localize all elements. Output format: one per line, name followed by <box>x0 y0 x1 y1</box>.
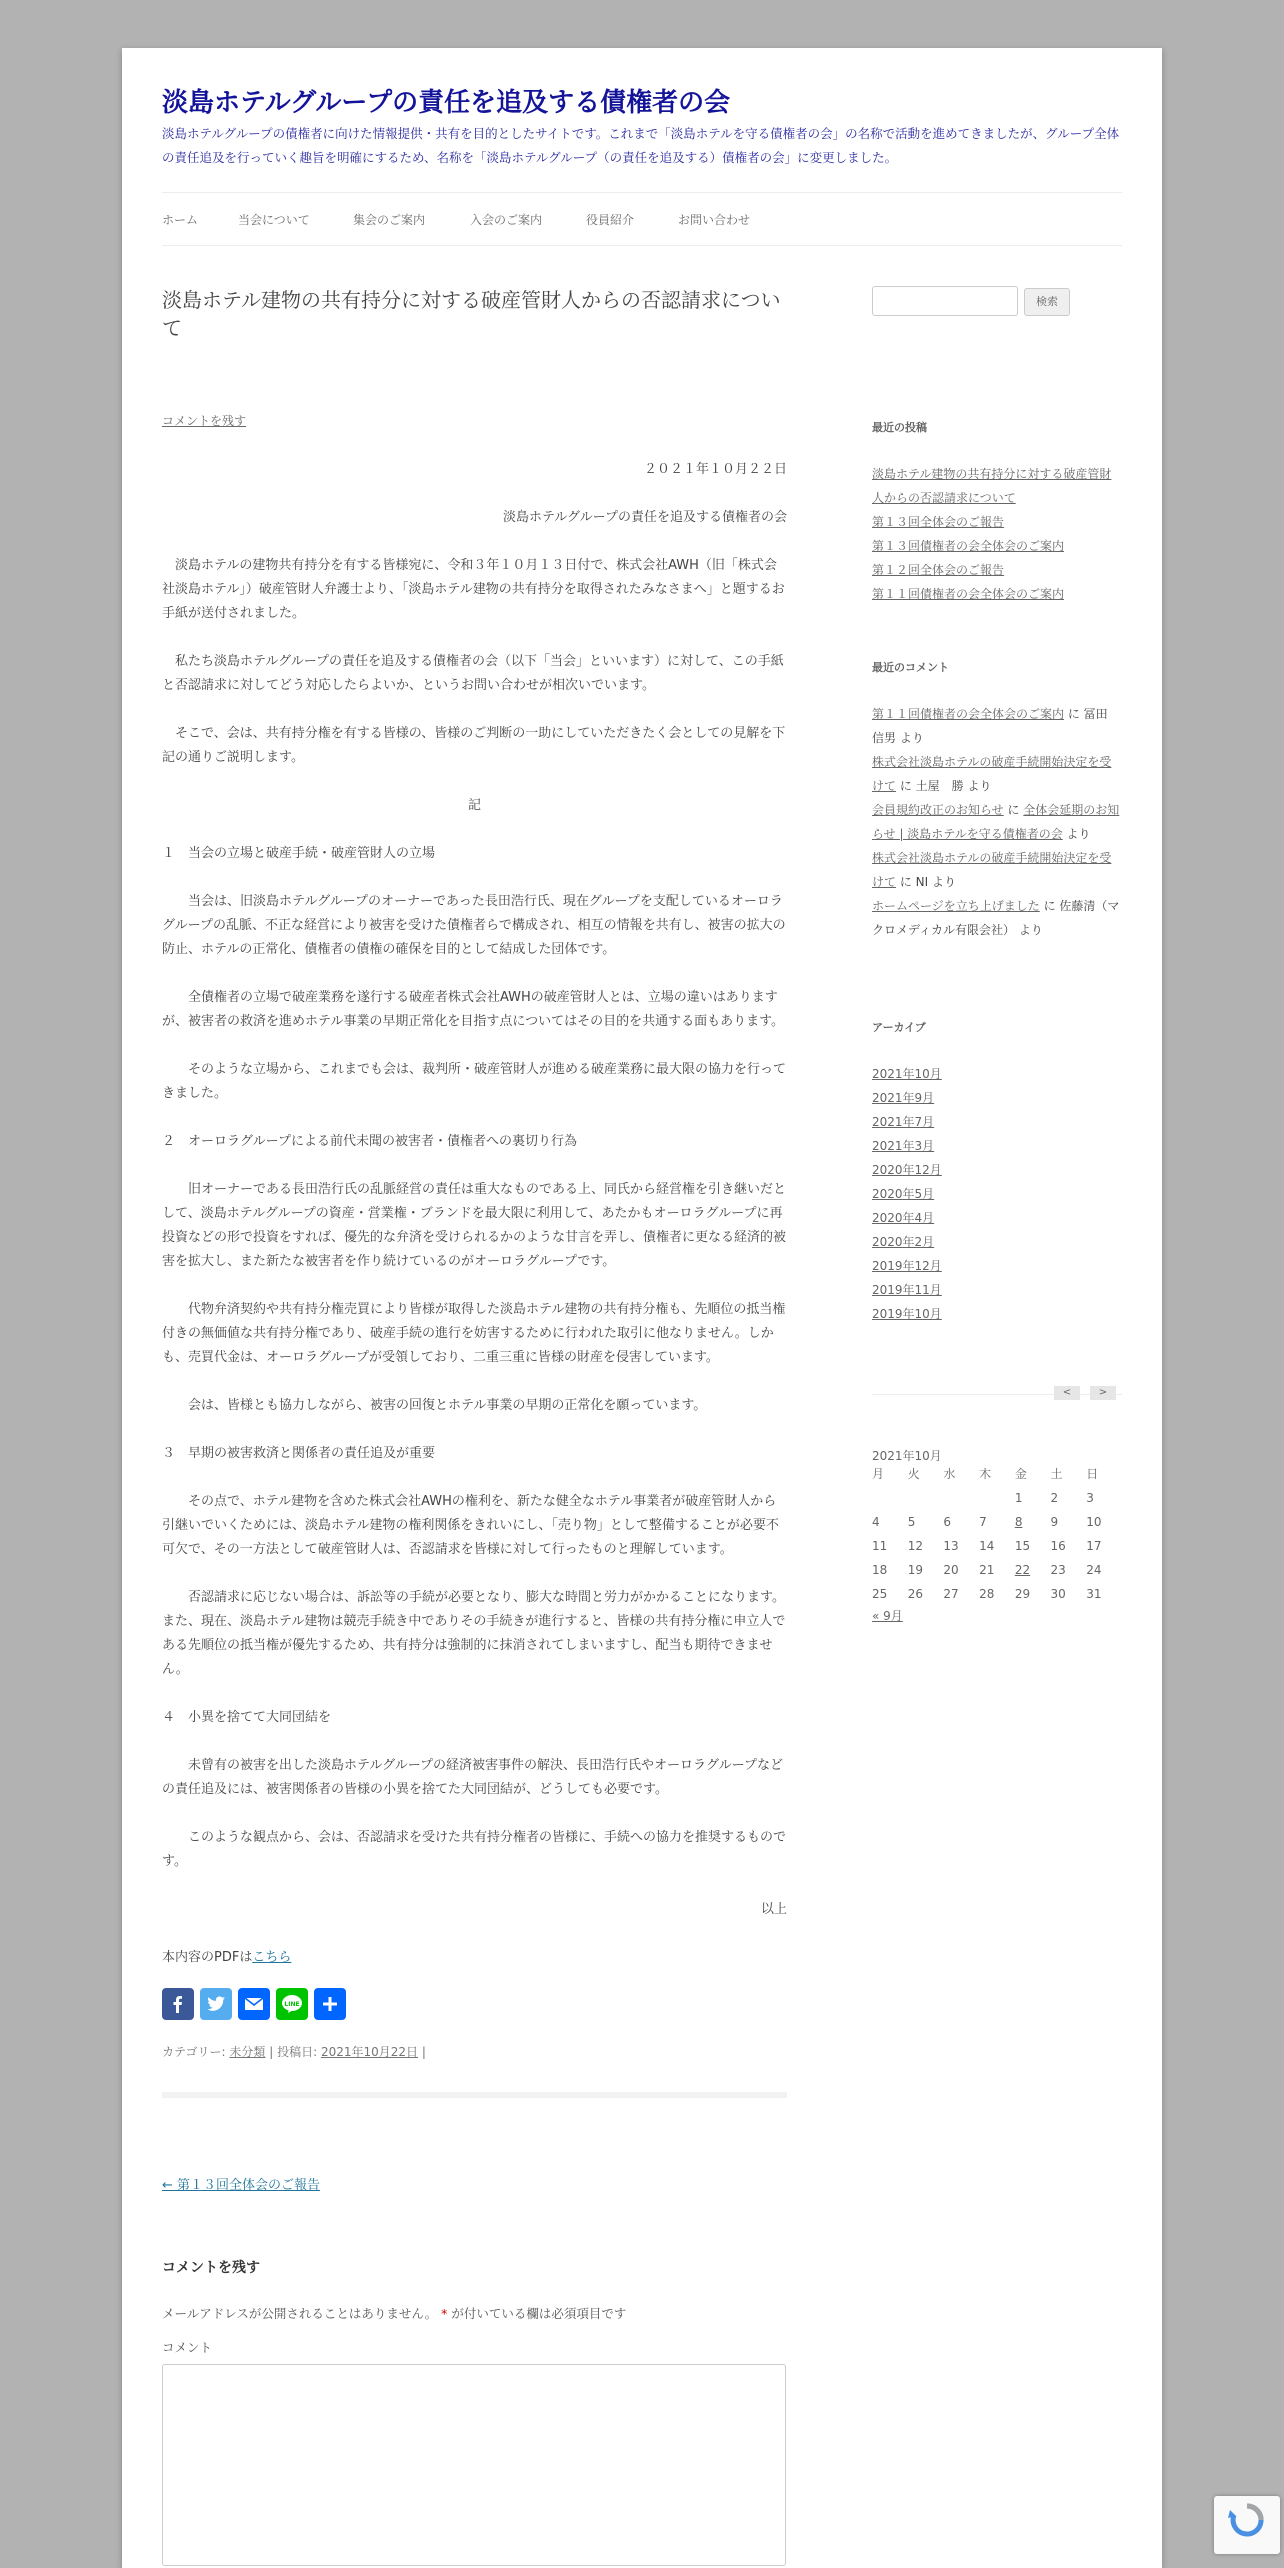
recent-comment-suffix: より <box>1062 827 1091 841</box>
nav-item-join[interactable]: 入会のご案内 <box>470 213 543 227</box>
calendar-day-link[interactable] <box>1015 1558 1051 1582</box>
share-buttons <box>162 1988 787 2020</box>
calendar-day: 27 <box>943 1587 959 1601</box>
calendar-day: 7 <box>979 1515 987 1529</box>
svg-text:LINE: LINE <box>284 2001 300 2008</box>
paragraph: そこで、会は、共有持分権を有する皆様の、皆様のご判断の一助にしていただきたく会としての見解を下記の通りご説明します。 <box>162 726 786 765</box>
paragraph: 未曾有の被害を出した淡島ホテルグループの経済被害事件の解決、長田浩行氏やオーロラグループなどの責任追及には、被害関係者の皆様の小異を捨てた大同団結が、どうしても必要です。 <box>162 1758 784 1797</box>
calendar-caption: 2021年10月 <box>872 1449 942 1463</box>
post-date-link[interactable]: 2021年10月22日 <box>320 2045 419 2059</box>
calendar-day: 23 <box>1050 1563 1066 1577</box>
line-icon[interactable] <box>276 1988 308 2020</box>
paragraph: その点で、ホテル建物を含めた株式会社AWHの権利を、新たな健全なホテル事業者が破産管財人から引継いでいくためには、淡島ホテル建物の権利関係をきれいにし、「売り物」として整備することが必要不可欠で、その一方法として破産管財人は、否認請求を皆様に対して行ったものと理解しています。 <box>162 1494 779 1557</box>
recent-comment-connector: に <box>1003 803 1024 817</box>
recent-comment-item <box>872 702 1122 750</box>
paragraph: 会は、皆様とも協力しながら、被害の回復とホテル事業の早期の正常化を願っています。 <box>188 1398 707 1413</box>
recent-comment-post-link[interactable]: 株式会社淡島ホテルの破産手続開始決定を受けて <box>872 755 1112 793</box>
calendar-day: 31 <box>1086 1587 1102 1601</box>
calendar-day: 24 <box>1086 1563 1102 1577</box>
pdf-link[interactable]: こちら <box>252 1950 292 1965</box>
calendar-day: 29 <box>1014 1587 1031 1601</box>
calendar-day <box>872 1486 908 1510</box>
calendar-day: 17 <box>1086 1539 1102 1553</box>
calendar-day <box>908 1486 944 1510</box>
recent-post-link[interactable]: 第１１回債権者の会全体会のご案内 <box>872 587 1065 601</box>
post-title: 淡島ホテル建物の共有持分に対する破産管財人からの否認請求について <box>162 288 781 340</box>
calendar-day-link[interactable] <box>1015 1510 1051 1534</box>
calendar-prev-month <box>872 1604 1122 1628</box>
calendar-day: 3 <box>1086 1491 1094 1505</box>
recent-comments-list <box>872 702 1122 942</box>
calendar-day-header: 土 <box>1050 1467 1063 1481</box>
required-mark: * <box>441 2306 448 2321</box>
recent-comment-item <box>872 846 1122 894</box>
calendar-day-header: 水 <box>943 1467 956 1481</box>
nav-item-meetings[interactable]: 集会のご案内 <box>353 213 426 227</box>
calendar-day: 18 <box>872 1563 888 1577</box>
archive-link[interactable]: 2019年11月 <box>872 1283 942 1297</box>
twitter-icon[interactable] <box>200 1988 232 2020</box>
meta-category-label: カテゴリー: <box>162 2045 230 2059</box>
paragraph: そのような立場から、これまでも会は、裁判所・破産管財人が進める破産業務に最大限の協力を行ってきました。 <box>162 1062 787 1101</box>
archive-link[interactable]: 2020年5月 <box>872 1187 935 1201</box>
paragraph: このような観点から、会は、否認請求を受けた共有持分権者の皆様に、手続への協力を推奨するものです。 <box>162 1830 787 1869</box>
site-title[interactable]: 淡島ホテルグループの責任を追及する債権者の会 <box>162 88 731 118</box>
calendar-day: 13 <box>943 1539 959 1553</box>
calendar-day <box>943 1486 979 1510</box>
recent-comment-post-link[interactable]: 第１１回債権者の会全体会のご案内 <box>872 707 1065 721</box>
recent-comment-post-link[interactable]: ホームページを立ち上げました <box>872 899 1040 913</box>
calendar-day: 28 <box>979 1587 995 1601</box>
required-text: が付いている欄は必須項目です <box>447 2306 627 2321</box>
calendar-day: 1 <box>1014 1491 1023 1505</box>
calendar-day: 19 <box>907 1563 923 1577</box>
section-heading: ３ 早期の被害救済と関係者の責任追及が重要 <box>162 1446 436 1461</box>
calendar-day-header: 火 <box>907 1467 920 1481</box>
calendar-day: 20 <box>943 1563 959 1577</box>
calendar-day-header: 月 <box>872 1467 885 1481</box>
recent-post-link[interactable]: 第１３回債権者の会全体会のご案内 <box>872 539 1065 553</box>
calendar-prev-month-link[interactable]: « 9月 <box>872 1609 903 1623</box>
comment-label: コメント <box>162 2340 213 2355</box>
calendar-day-link-text[interactable]: 8 <box>1014 1515 1023 1529</box>
calendar-day-header: 金 <box>1014 1467 1027 1481</box>
archive-link[interactable]: 2020年4月 <box>872 1211 935 1225</box>
calendar-week-row <box>872 1510 1122 1534</box>
section-heading: ４ 小異を捨てて大同団結を <box>162 1710 332 1725</box>
site-description: 淡島ホテルグループの債権者に向けた情報提供・共有を目的としたサイトです。これまで「淡島ホテルを守る債権者の会」の名称で活動を進めてきましたが、グループ全体の責任追及を行っていく趣旨を明確にするため、名称を「淡島ホテルグループ（の責任を追及する）債権者の会」に変更しました。 <box>162 126 1120 165</box>
calendar-day: 2 <box>1050 1491 1059 1505</box>
previous-post-link[interactable]: ← 第１３回全体会のご報告 <box>162 2178 321 2193</box>
recent-comment-item <box>872 894 1122 942</box>
post-body <box>162 458 787 2566</box>
calendar-day: 6 <box>943 1515 952 1529</box>
share-icon[interactable] <box>314 1988 346 2020</box>
meta-separator: | <box>418 2045 426 2059</box>
calendar-day: 10 <box>1086 1515 1102 1529</box>
nav-item-home[interactable]: ホーム <box>162 213 199 227</box>
recent-comment-author: に 佐藤清（マクロメディカル有限会社） より <box>872 899 1120 937</box>
recent-post-link[interactable]: 淡島ホテル建物の共有持分に対する破産管財人からの否認請求について <box>872 467 1112 505</box>
paragraph: 全債権者の立場で破産業務を遂行する破産者株式会社AWHの破産管財人とは、立場の違いはありますが、被害者の救済を進めホテル事業の早期正常化を目指す点についてはその目的を共通する面もあります。 <box>162 990 785 1029</box>
calendar-prev-button[interactable]: < <box>1054 1386 1080 1400</box>
recent-posts-list <box>872 462 1122 606</box>
archive-link[interactable]: 2021年3月 <box>872 1139 935 1153</box>
archives-list <box>872 1062 1122 1326</box>
nav-item-about[interactable]: 当会について <box>238 213 310 227</box>
paragraph: 代物弁済契約や共有持分権売買により皆様が取得した淡島ホテル建物の共有持分権も、先順位の抵当権付きの無価値な共有持分権であり、破産手続の進行を妨害するために行われた取引に他なりません。しかも、売買代金は、オーロラグループが受領しており、二重三重に皆様の財産を侵害しています。 <box>162 1302 786 1365</box>
calendar-nav-divider <box>872 1394 1122 1395</box>
calendar-day: 21 <box>979 1563 995 1577</box>
archives-title: アーカイブ <box>872 1021 926 1034</box>
comment-notes <box>162 2302 787 2326</box>
post-author-line: 淡島ホテルグループの責任を追及する債権者の会 <box>502 510 787 525</box>
calendar-day: 26 <box>907 1587 923 1601</box>
post-meta <box>162 2042 787 2062</box>
post-divider <box>162 2092 787 2098</box>
search-input[interactable] <box>872 286 1018 316</box>
recent-comment-item <box>872 798 1122 846</box>
calendar-day: 30 <box>1050 1587 1066 1601</box>
calendar-day-header: 日 <box>1086 1467 1099 1481</box>
calendar-day: 11 <box>872 1539 888 1553</box>
category-link[interactable]: 未分類 <box>229 2045 266 2059</box>
archive-link[interactable]: 2020年2月 <box>872 1235 935 1249</box>
calendar-day <box>979 1486 1015 1510</box>
comment-form-title: コメントを残す <box>162 2260 260 2276</box>
paragraph: 当会は、旧淡島ホテルグループのオーナーであった長田浩行氏、現在グループを支配しているオーロラグループの乱脈、不正な経営により被害を受けた債権者らで構成され、相互の情報を共有し、被害の拡大の防止、ホテルの正常化、債権者の債権の確保を目的として結成した団体です。 <box>162 894 786 957</box>
closing-ijo: 以上 <box>760 1902 787 1917</box>
recent-comment-author: に NI より <box>896 875 956 889</box>
pdf-line <box>162 1946 787 1970</box>
recent-post-link[interactable]: 第１３回全体会のご報告 <box>872 515 1005 529</box>
paragraph: 旧オーナーである長田浩行氏の乱脈経営の責任は重大なものである上、同氏から経営権を引き継いだとして、淡島ホテルグループの資産・営業権・ブランドを最大限に利用して、あたかもオーロラグループに再投資などの形で投資をすれば、優先的な弁済を受けられるかのような甘言を弄し、債権者に更なる経済的被害を拡大し、また新たな被害者を作り続けているのがオーロラグループです。 <box>162 1182 787 1269</box>
paragraph: 私たち淡島ホテルグループの責任を追及する債権者の会（以下「当会」といいます）に対して、この手紙と否認請求に対してどう対応したらよいか、というお問い合わせが相次いでいます。 <box>162 654 784 693</box>
calendar-day: 15 <box>1014 1539 1031 1553</box>
calendar-day: 12 <box>907 1539 923 1553</box>
paragraph: 淡島ホテルの建物共有持分を有する皆様宛に、令和３年１０月１３日付で、株式会社AWH（旧「株式会社淡島ホテル」）破産管財人弁護士より、「淡島ホテル建物の共有持分を取得されたみなさまへ」と題するお手紙が送付されました。 <box>162 558 785 621</box>
calendar-day: 16 <box>1050 1539 1066 1553</box>
calendar-table <box>872 1462 1122 1606</box>
calendar-next-button[interactable]: > <box>1090 1386 1116 1400</box>
ki-heading: 記 <box>467 798 481 813</box>
section-heading: ２ オーロラグループによる前代未聞の被害者・債権者への裏切り行為 <box>162 1134 577 1149</box>
comment-textarea[interactable] <box>162 2364 786 2566</box>
calendar-day: 14 <box>979 1539 995 1553</box>
archive-link[interactable]: 2019年12月 <box>872 1259 942 1273</box>
comment-notes-text: メールアドレスが公開されることはありません。 <box>162 2306 438 2321</box>
section-heading: １ 当会の立場と破産手続・破産管財人の立場 <box>162 846 436 861</box>
recaptcha-badge[interactable] <box>1214 2496 1280 2554</box>
calendar-day-link-text[interactable]: 22 <box>1014 1563 1031 1577</box>
archive-link[interactable]: 2021年7月 <box>872 1115 935 1129</box>
page-container <box>122 48 1162 2568</box>
archive-link[interactable]: 2021年9月 <box>872 1091 935 1105</box>
calendar-week-row <box>872 1558 1122 1582</box>
recent-comment-author: に 冨田 信男 より <box>872 707 1120 745</box>
calendar-day: 5 <box>907 1515 916 1529</box>
recent-comment-author: に 土屋 勝 より <box>896 779 992 793</box>
email-icon[interactable] <box>238 1988 270 2020</box>
meta-separator: | 投稿日: <box>265 2045 321 2059</box>
recent-comment-post-link[interactable]: 会員規約改正のお知らせ <box>872 803 1004 817</box>
calendar-header-row <box>872 1462 1122 1486</box>
recent-posts-title: 最近の投稿 <box>872 421 927 434</box>
facebook-icon[interactable] <box>162 1988 194 2020</box>
recent-comment-item <box>872 750 1122 798</box>
calendar-week-row <box>872 1582 1122 1606</box>
search-button[interactable]: 検索 <box>1024 288 1070 316</box>
recaptcha-icon <box>1214 2496 1280 2554</box>
leave-comment-link[interactable]: コメントを残す <box>162 414 247 428</box>
recent-comments-title: 最近のコメント <box>872 661 949 674</box>
post-date-line: ２０２１年１０月２２日 <box>643 462 787 477</box>
paragraph: 否認請求に応じない場合は、訴訟等の手続が必要となり、膨大な時間と労力がかかることになります。また、現在、淡島ホテル建物は競売手続き中でありその手続きが進行すると、皆様の共有持分権に申立人である先順位の抵当権が優先するため、共有持分は強制的に抹消されてしまいますし、配当も期待できません。 <box>162 1590 786 1677</box>
archive-link[interactable]: 2019年10月 <box>872 1307 942 1321</box>
calendar-week-row <box>872 1486 1122 1510</box>
calendar-day-header: 木 <box>979 1467 992 1481</box>
post-content <box>162 286 787 2355</box>
pdf-prefix: 本内容のPDFは <box>162 1950 253 1965</box>
calendar-day: 4 <box>872 1515 880 1529</box>
post-navigation <box>162 2174 787 2198</box>
recent-comment-post-link[interactable]: 株式会社淡島ホテルの破産手続開始決定を受けて <box>872 851 1112 889</box>
recent-comment-author-link[interactable]: 全体会延期のお知らせ | 淡島ホテルを守る債権者の会 <box>872 803 1120 841</box>
archive-link[interactable]: 2021年10月 <box>872 1067 942 1081</box>
recent-post-link[interactable]: 第１２回全体会のご報告 <box>872 563 1005 577</box>
archive-link[interactable]: 2020年12月 <box>872 1163 942 1177</box>
main-navigation <box>162 192 1122 246</box>
calendar-day: 25 <box>872 1587 888 1601</box>
nav-item-contact[interactable]: お問い合わせ <box>678 213 751 227</box>
nav-item-officers[interactable]: 役員紹介 <box>586 213 635 227</box>
calendar-week-row <box>872 1534 1122 1558</box>
calendar-day: 9 <box>1050 1515 1059 1529</box>
